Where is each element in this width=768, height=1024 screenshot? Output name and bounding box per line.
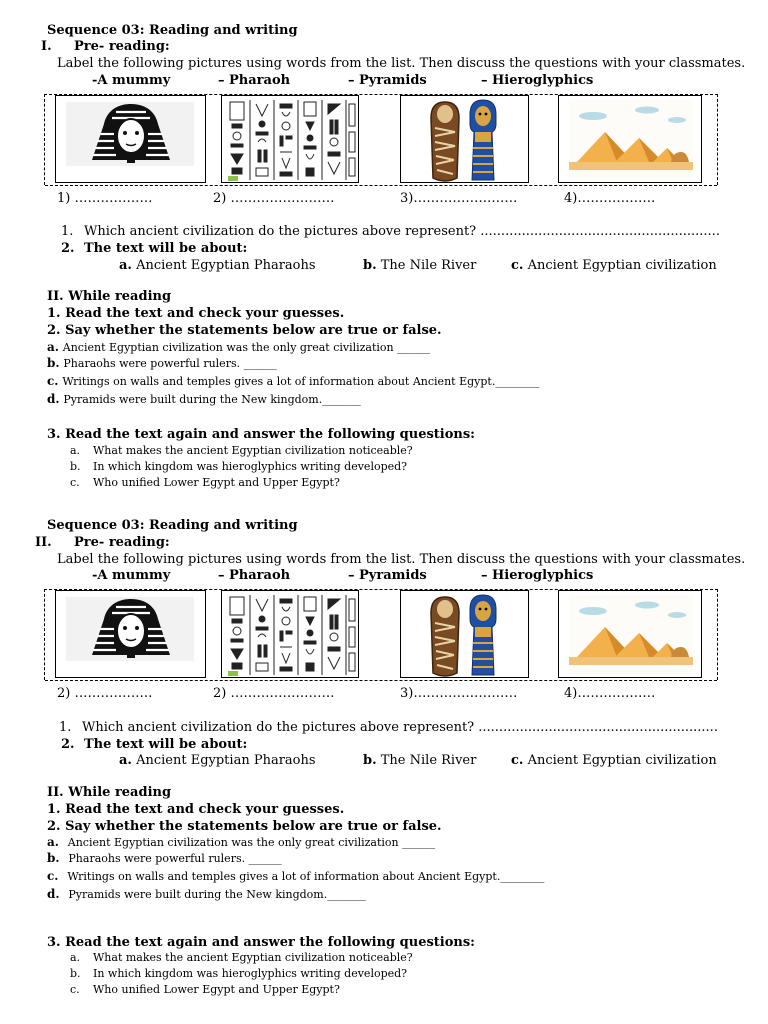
instruction: Label the following pictures using words from the list. Then discuss the questions with your classmates. bbox=[57, 552, 746, 567]
word-list-item: – Pharaoh bbox=[218, 73, 291, 88]
statement-d: d. Pyramids were built during the New kingdom._______ bbox=[47, 887, 366, 901]
answer-blank[interactable]: 2) ……………… bbox=[57, 686, 153, 701]
question-number: 2. bbox=[61, 737, 75, 752]
option-a: a. Ancient Egyptian Pharaohs bbox=[119, 753, 316, 768]
answer-blank[interactable]: 1) ……………… bbox=[57, 191, 153, 206]
statement-b: b. Pharaohs were powerful rulers. ______ bbox=[47, 851, 282, 865]
answer-blank[interactable]: 2) …………………… bbox=[213, 191, 335, 206]
statement-a: a. Ancient Egyptian civilization was the only great civilization ______ bbox=[47, 835, 436, 849]
question-letter: a. bbox=[70, 444, 81, 457]
option-b: b. The Nile River bbox=[363, 258, 477, 273]
while-reading-heading: II. While reading bbox=[47, 785, 172, 800]
question-1: Which ancient civilization do the pictures above represent? .......................................................... bbox=[82, 720, 718, 735]
question-b: In which kingdom was hieroglyphics writing developed? bbox=[93, 460, 408, 473]
while-reading-step-1: 1. Read the text and check your guesses. bbox=[47, 802, 345, 817]
word-list-item: – Pyramids bbox=[348, 568, 427, 583]
question-a: What makes the ancient Egyptian civilization noticeable? bbox=[93, 444, 413, 457]
while-reading-step-1: 1. Read the text and check your guesses. bbox=[47, 306, 345, 321]
answer-blank[interactable]: 3)…………………… bbox=[400, 191, 518, 206]
section-number: II. bbox=[35, 535, 52, 550]
question-2: The text will be about: bbox=[84, 737, 248, 752]
word-list-item: – Pyramids bbox=[348, 73, 427, 88]
option-b: b. The Nile River bbox=[363, 753, 477, 768]
hieroglyphics-icon bbox=[221, 95, 359, 183]
question-letter: a. bbox=[70, 951, 81, 964]
question-letter: b. bbox=[70, 460, 81, 473]
statement-d: d. Pyramids were built during the New kingdom._______ bbox=[47, 392, 361, 406]
question-b: In which kingdom was hieroglyphics writing developed? bbox=[93, 967, 408, 980]
question-number: 1. bbox=[61, 224, 74, 239]
hieroglyphics-icon bbox=[221, 590, 359, 678]
pyramids-icon bbox=[558, 95, 702, 183]
question-a: What makes the ancient Egyptian civilization noticeable? bbox=[93, 951, 413, 964]
pyramids-icon bbox=[558, 590, 702, 678]
questions-heading: 3. Read the text again and answer the following questions: bbox=[47, 427, 475, 442]
pictures-frame bbox=[44, 589, 718, 680]
worksheet-bottom bbox=[0, 496, 768, 996]
instruction: Label the following pictures using words from the list. Then discuss the questions with your classmates. bbox=[57, 56, 746, 71]
section-title: Pre- reading: bbox=[74, 535, 170, 550]
statement-a: a. Ancient Egyptian civilization was the only great civilization ______ bbox=[47, 340, 431, 354]
question-number: 2. bbox=[61, 241, 75, 256]
section-number: I. bbox=[41, 39, 52, 54]
statement-c: c. Writings on walls and temples gives a lot of information about Ancient Egypt.________ bbox=[47, 869, 545, 883]
question-1: Which ancient civilization do the pictures above represent? .......................................................... bbox=[84, 224, 720, 239]
question-letter: c. bbox=[70, 476, 80, 489]
pictures-frame bbox=[44, 94, 718, 185]
worksheet-top bbox=[0, 0, 768, 500]
pharaoh-mask-icon bbox=[55, 95, 206, 183]
pharaoh-mask-icon bbox=[55, 590, 206, 678]
while-reading-heading: II. While reading bbox=[47, 289, 172, 304]
while-reading-step-2: 2. Say whether the statements below are true or false. bbox=[47, 819, 442, 834]
answer-blank[interactable]: 4)……………… bbox=[564, 191, 656, 206]
section-title: Pre- reading: bbox=[74, 39, 170, 54]
option-c: c. Ancient Egyptian civilization bbox=[511, 258, 717, 273]
word-list-item: -A mummy bbox=[92, 73, 171, 88]
statement-b: b. Pharaohs were powerful rulers. ______ bbox=[47, 356, 277, 370]
question-number: 1. bbox=[59, 720, 72, 735]
answer-blank[interactable]: 2) …………………… bbox=[213, 686, 335, 701]
word-list-item: – Hieroglyphics bbox=[481, 73, 594, 88]
option-c: c. Ancient Egyptian civilization bbox=[511, 753, 717, 768]
sequence-title: Sequence 03: Reading and writing bbox=[47, 518, 298, 533]
question-c: Who unified Lower Egypt and Upper Egypt? bbox=[93, 983, 340, 996]
word-list-item: -A mummy bbox=[92, 568, 171, 583]
question-2: The text will be about: bbox=[84, 241, 248, 256]
word-list-item: – Pharaoh bbox=[218, 568, 291, 583]
answer-blank[interactable]: 3)…………………… bbox=[400, 686, 518, 701]
answer-blank[interactable]: 4)……………… bbox=[564, 686, 656, 701]
sequence-title: Sequence 03: Reading and writing bbox=[47, 23, 298, 38]
question-letter: c. bbox=[70, 983, 80, 996]
while-reading-step-2: 2. Say whether the statements below are true or false. bbox=[47, 323, 442, 338]
mummy-sarcophagus-icon bbox=[400, 95, 529, 183]
questions-heading: 3. Read the text again and answer the following questions: bbox=[47, 935, 475, 950]
question-letter: b. bbox=[70, 967, 81, 980]
word-list-item: – Hieroglyphics bbox=[481, 568, 594, 583]
question-c: Who unified Lower Egypt and Upper Egypt? bbox=[93, 476, 340, 489]
mummy-sarcophagus-icon bbox=[400, 590, 529, 678]
statement-c: c. Writings on walls and temples gives a lot of information about Ancient Egypt.________ bbox=[47, 374, 540, 388]
option-a: a. Ancient Egyptian Pharaohs bbox=[119, 258, 316, 273]
